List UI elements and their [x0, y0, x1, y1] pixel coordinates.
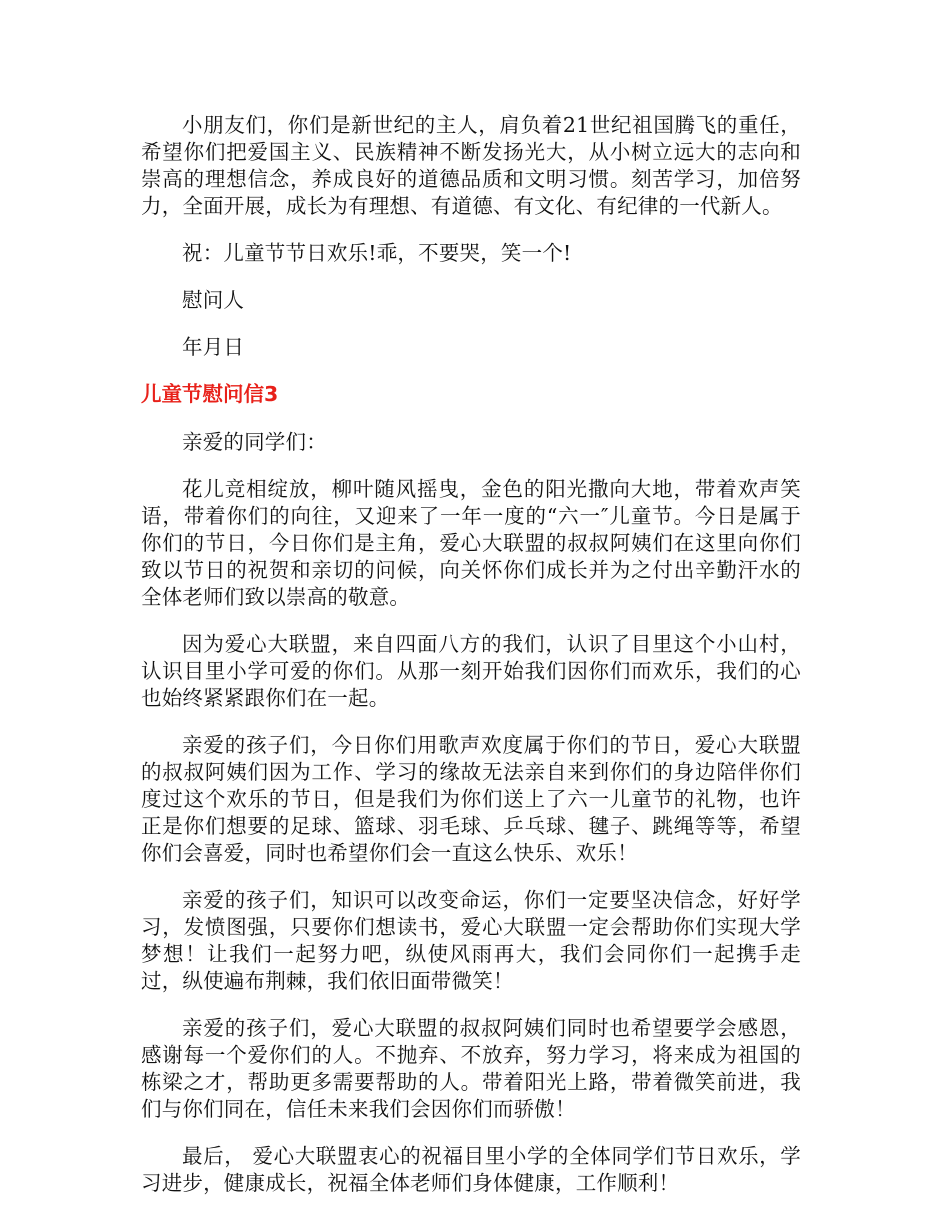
- section-heading: 儿童节慰问信3: [141, 382, 279, 406]
- paragraph-body-2: 因为爱心大联盟，来自四面八方的我们，认识了目里这个小山村，认识目里小学可爱的你们。从那一刻开始我们因你们而欢乐，我们的心也始终紧紧跟你们在一起。: [141, 632, 801, 710]
- paragraph-body-4: 亲爱的孩子们，知识可以改变命运，你们一定要坚决信念，好好学习，发愤图强，只要你们想读书，爱心大联盟一定会帮助你们实现大学梦想！让我们一起努力吧，纵使风雨再大，我们会同你们一起携手走过，纵使遍布荆棘，我们依旧面带微笑！: [141, 888, 801, 993]
- document-page: [141, 112, 801, 1217]
- paragraph-salutation: 亲爱的同学们：: [182, 430, 327, 454]
- paragraph-signer: 慰问人: [182, 288, 245, 312]
- paragraph-body-3: 亲爱的孩子们，今日你们用歌声欢度属于你们的节日，爱心大联盟的叔叔阿姨们因为工作、学习的缘故无法亲自来到你们的身边陪伴你们度过这个欢乐的节日，但是我们为你们送上了六一儿童节的礼物，也许正是你们想要的足球、篮球、羽毛球、乒乓球、毽子、跳绳等等，希望你们会喜爱，同时也希望你们会一直这么快乐、欢乐！: [141, 733, 801, 865]
- paragraph-wish: 祝：儿童节节日欢乐!乖，不要哭，笑一个!: [182, 241, 572, 265]
- paragraph-closing: 最后， 爱心大联盟衷心的祝福目里小学的全体同学们节日欢乐，学习进步，健康成长，祝福全体老师们身体健康，工作顺利！: [141, 1144, 801, 1195]
- paragraph-date: 年月日: [182, 335, 245, 359]
- paragraph-body-1: 花儿竞相绽放，柳叶随风摇曳，金色的阳光撒向大地，带着欢声笑语，带着你们的向往，又迎来了一年一度的“六一″儿童节。今日是属于你们的节日，今日你们是主角，爱心大联盟的叔叔阿姨们在这里向你们致以节日的祝贺和亲切的问候，向关怀你们成长并为之付出辛勤汗水的全体老师们致以崇高的敬意。: [141, 477, 801, 609]
- paragraph-body-5: 亲爱的孩子们，爱心大联盟的叔叔阿姨们同时也希望要学会感恩，感谢每一个爱你们的人。不抛弃、不放弃，努力学习，将来成为祖国的栋梁之才，帮助更多需要帮助的人。带着阳光上路，带着微笑前进，我们与你们同在，信任未来我们会因你们而骄傲！: [141, 1016, 801, 1121]
- paragraph-intro: 小朋友们，你们是新世纪的主人，肩负着21世纪祖国腾飞的重任，希望你们把爱国主义、民族精神不断发扬光大，从小树立远大的志向和崇高的理想信念，养成良好的道德品质和文明习惯。刻苦学习，加倍努力，全面开展，成长为有理想、有道德、有文化、有纪律的一代新人。: [141, 113, 801, 218]
